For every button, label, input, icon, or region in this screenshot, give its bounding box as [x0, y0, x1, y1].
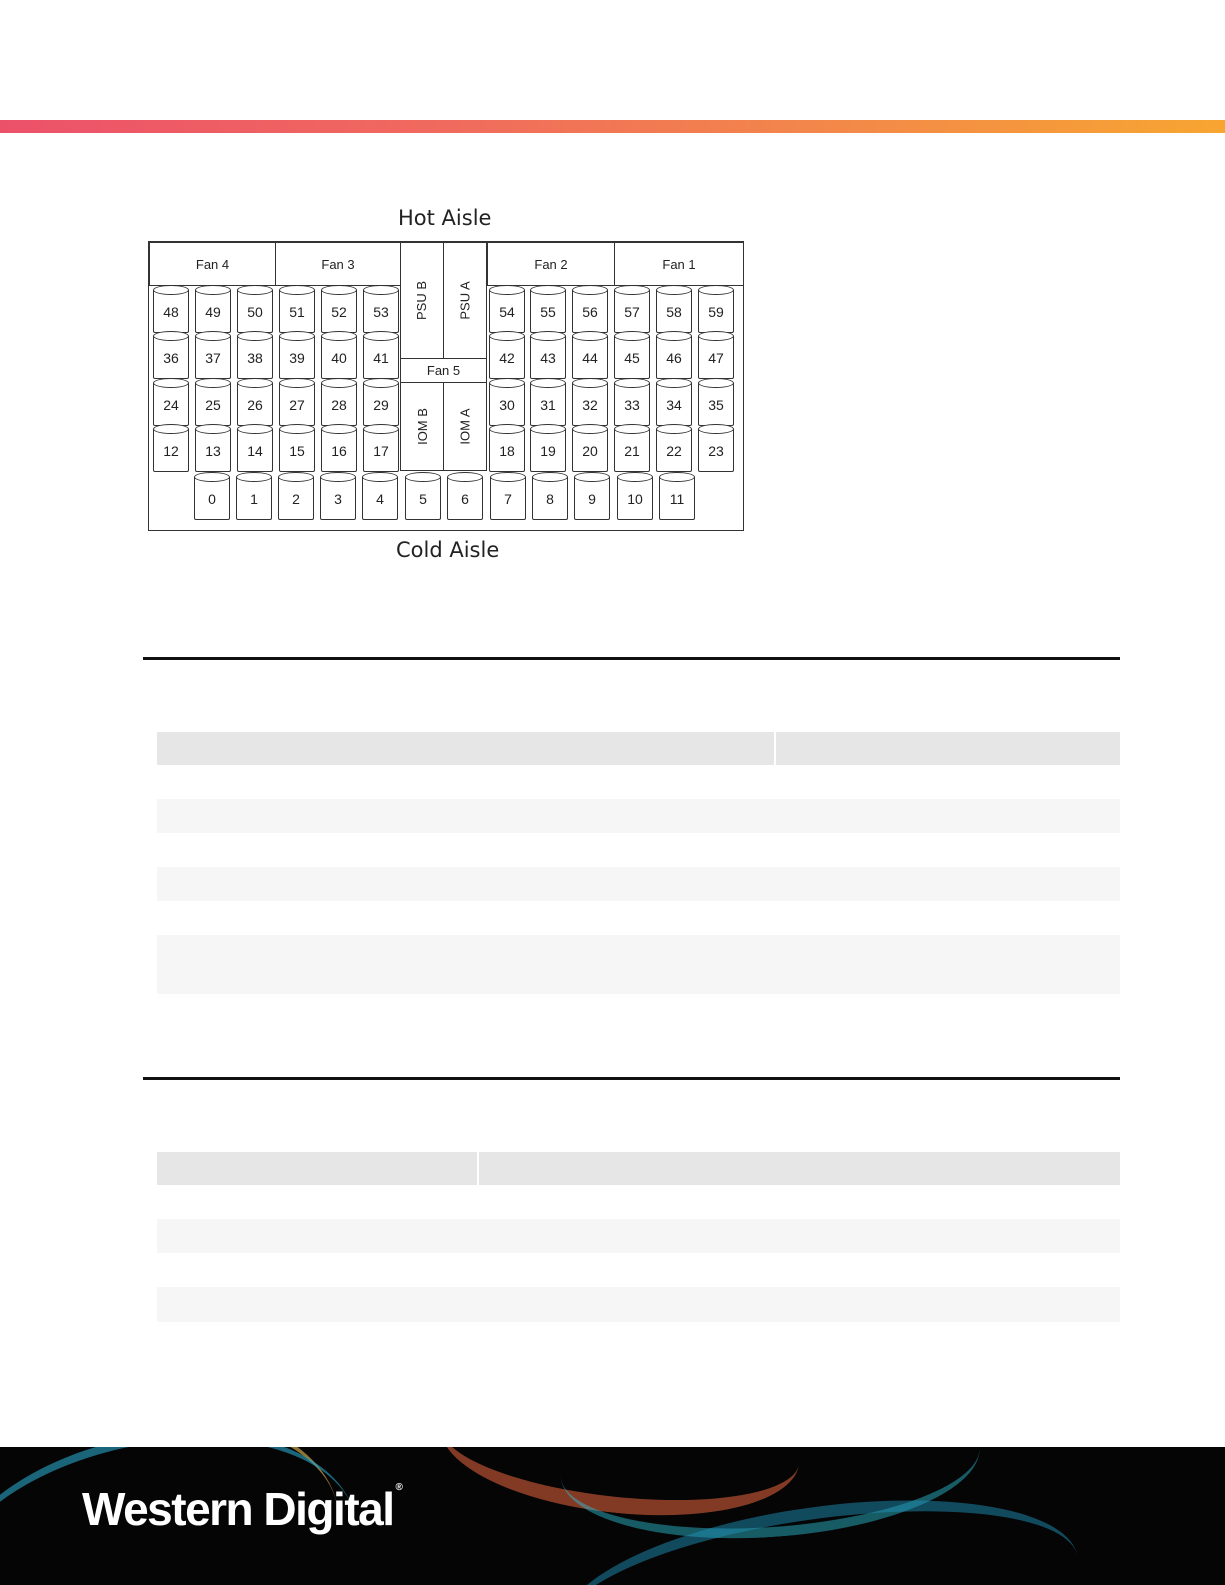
drive-number: 28 — [331, 397, 347, 413]
drive-cap — [574, 472, 610, 482]
drive-bay-57 — [614, 290, 650, 333]
drive-number: 12 — [163, 443, 179, 459]
drive-cap — [363, 331, 399, 341]
drive-cap — [320, 472, 356, 482]
psu-b: PSU B — [400, 242, 444, 359]
fan-3: Fan 3 — [275, 242, 401, 286]
drive-cap — [237, 331, 273, 341]
drive-bay-45 — [614, 336, 650, 379]
drive-bay-7 — [490, 477, 526, 520]
drive-cap — [530, 424, 566, 434]
drive-number: 15 — [289, 443, 305, 459]
drive-number: 20 — [582, 443, 598, 459]
drive-bay-37 — [195, 336, 231, 379]
drive-bay-47 — [698, 336, 734, 379]
drive-number: 21 — [624, 443, 640, 459]
column-separator — [774, 732, 776, 765]
drive-bay-9 — [574, 477, 610, 520]
drive-bay-52 — [321, 290, 357, 333]
drive-number: 7 — [504, 491, 512, 507]
drive-bay-36 — [153, 336, 189, 379]
drive-number: 41 — [373, 350, 389, 366]
drive-cap — [530, 331, 566, 341]
footer-banner — [0, 1447, 1225, 1585]
drive-cap — [362, 472, 398, 482]
drive-number: 43 — [540, 350, 556, 366]
drive-bay-3 — [320, 477, 356, 520]
drive-number: 37 — [205, 350, 221, 366]
table-header-row — [157, 732, 1120, 765]
drive-number: 16 — [331, 443, 347, 459]
drive-cap — [279, 378, 315, 388]
drive-number: 10 — [627, 491, 643, 507]
drive-bay-17 — [363, 429, 399, 472]
drive-bay-25 — [195, 383, 231, 426]
drive-bay-40 — [321, 336, 357, 379]
drive-cap — [194, 472, 230, 482]
table-header-row — [157, 1152, 1120, 1185]
drive-number: 24 — [163, 397, 179, 413]
drive-number: 55 — [540, 304, 556, 320]
drive-number: 38 — [247, 350, 263, 366]
drive-cap — [195, 285, 231, 295]
drive-number: 39 — [289, 350, 305, 366]
drive-bay-4 — [362, 477, 398, 520]
drive-number: 34 — [666, 397, 682, 413]
drive-number: 23 — [708, 443, 724, 459]
drive-number: 0 — [208, 491, 216, 507]
drive-bay-43 — [530, 336, 566, 379]
drive-number: 36 — [163, 350, 179, 366]
drive-number: 9 — [588, 491, 596, 507]
section-divider — [143, 1077, 1120, 1080]
drive-cap — [405, 472, 441, 482]
drive-cap — [489, 331, 525, 341]
drive-number: 40 — [331, 350, 347, 366]
drive-number: 6 — [461, 491, 469, 507]
drive-number: 35 — [708, 397, 724, 413]
drive-number: 19 — [540, 443, 556, 459]
drive-cap — [659, 472, 695, 482]
drive-bay-26 — [237, 383, 273, 426]
drive-bay-16 — [321, 429, 357, 472]
drive-bay-23 — [698, 429, 734, 472]
drive-cap — [572, 424, 608, 434]
drive-cap — [279, 285, 315, 295]
blank-table-1 — [157, 732, 1120, 994]
drive-number: 32 — [582, 397, 598, 413]
drive-bay-22 — [656, 429, 692, 472]
drive-cap — [321, 378, 357, 388]
drive-number: 11 — [669, 491, 685, 507]
table-row — [157, 867, 1120, 901]
drive-bay-15 — [279, 429, 315, 472]
drive-cap — [278, 472, 314, 482]
drive-bay-2 — [278, 477, 314, 520]
drive-cap — [153, 285, 189, 295]
drive-cap — [572, 285, 608, 295]
drive-cap — [572, 378, 608, 388]
drive-number: 14 — [247, 443, 263, 459]
drive-cap — [698, 285, 734, 295]
enclosure-chassis — [148, 241, 744, 531]
enclosure-drive-map — [140, 198, 752, 574]
drive-bay-11 — [659, 477, 695, 520]
drive-cap — [363, 424, 399, 434]
drive-bay-59 — [698, 290, 734, 333]
psu-a: PSU A — [443, 242, 487, 359]
drive-bay-5 — [405, 477, 441, 520]
drive-bay-41 — [363, 336, 399, 379]
drive-cap — [153, 424, 189, 434]
drive-number: 50 — [247, 304, 263, 320]
drive-cap — [363, 285, 399, 295]
drive-cap — [614, 285, 650, 295]
drive-cap — [279, 331, 315, 341]
drive-bay-51 — [279, 290, 315, 333]
table-row — [157, 1219, 1120, 1253]
drive-bay-34 — [656, 383, 692, 426]
drive-cap — [321, 285, 357, 295]
drive-bay-24 — [153, 383, 189, 426]
table-row — [157, 799, 1120, 833]
drive-number: 59 — [708, 304, 724, 320]
drive-cap — [321, 424, 357, 434]
drive-bay-39 — [279, 336, 315, 379]
drive-cap — [698, 378, 734, 388]
drive-number: 53 — [373, 304, 389, 320]
drive-cap — [237, 424, 273, 434]
drive-cap — [530, 285, 566, 295]
drive-bay-21 — [614, 429, 650, 472]
drive-bay-19 — [530, 429, 566, 472]
drive-bay-0 — [194, 477, 230, 520]
drive-bay-49 — [195, 290, 231, 333]
drive-number: 46 — [666, 350, 682, 366]
drive-bay-46 — [656, 336, 692, 379]
drive-number: 3 — [334, 491, 342, 507]
drive-cap — [490, 472, 526, 482]
drive-bay-54 — [489, 290, 525, 333]
drive-cap — [363, 378, 399, 388]
fan-5: Fan 5 — [400, 358, 487, 383]
drive-cap — [195, 424, 231, 434]
drive-number: 33 — [624, 397, 640, 413]
column-separator — [477, 1152, 479, 1185]
drive-number: 4 — [376, 491, 384, 507]
drive-cap — [195, 378, 231, 388]
drive-cap — [489, 424, 525, 434]
drive-number: 5 — [419, 491, 427, 507]
drive-bay-44 — [572, 336, 608, 379]
iom-a: IOM A — [443, 382, 487, 471]
drive-bay-35 — [698, 383, 734, 426]
drive-bay-10 — [617, 477, 653, 520]
drive-number: 44 — [582, 350, 598, 366]
drive-number: 51 — [289, 304, 305, 320]
drive-cap — [532, 472, 568, 482]
drive-bay-14 — [237, 429, 273, 472]
drive-cap — [572, 331, 608, 341]
drive-bay-30 — [489, 383, 525, 426]
drive-cap — [614, 424, 650, 434]
drive-cap — [489, 378, 525, 388]
drive-bay-50 — [237, 290, 273, 333]
drive-cap — [698, 331, 734, 341]
western-digital-logo: Western Digital ® — [82, 1482, 403, 1535]
fan-1: Fan 1 — [614, 242, 744, 286]
drive-bay-31 — [530, 383, 566, 426]
table-row — [157, 1287, 1120, 1322]
drive-bay-27 — [279, 383, 315, 426]
drive-number: 48 — [163, 304, 179, 320]
drive-number: 42 — [499, 350, 515, 366]
drive-number: 56 — [582, 304, 598, 320]
drive-bay-29 — [363, 383, 399, 426]
drive-cap — [236, 472, 272, 482]
drive-cap — [237, 378, 273, 388]
drive-number: 18 — [499, 443, 515, 459]
drive-number: 1 — [250, 491, 258, 507]
drive-number: 30 — [499, 397, 515, 413]
drive-number: 22 — [666, 443, 682, 459]
drive-number: 49 — [205, 304, 221, 320]
drive-bay-38 — [237, 336, 273, 379]
header-accent-bar — [0, 120, 1225, 133]
drive-cap — [153, 378, 189, 388]
drive-number: 26 — [247, 397, 263, 413]
drive-bay-56 — [572, 290, 608, 333]
drive-bay-6 — [447, 477, 483, 520]
drive-cap — [530, 378, 566, 388]
drive-cap — [195, 331, 231, 341]
cold-aisle-label: Cold Aisle — [396, 538, 500, 562]
drive-number: 29 — [373, 397, 389, 413]
drive-cap — [617, 472, 653, 482]
drive-bay-33 — [614, 383, 650, 426]
drive-cap — [279, 424, 315, 434]
drive-cap — [153, 331, 189, 341]
drive-bay-58 — [656, 290, 692, 333]
hot-aisle-label: Hot Aisle — [398, 206, 492, 230]
drive-number: 47 — [708, 350, 724, 366]
drive-number: 13 — [205, 443, 221, 459]
drive-cap — [447, 472, 483, 482]
drive-number: 58 — [666, 304, 682, 320]
iom-b: IOM B — [400, 382, 444, 471]
drive-bay-55 — [530, 290, 566, 333]
drive-cap — [614, 331, 650, 341]
drive-bay-20 — [572, 429, 608, 472]
fan-2: Fan 2 — [487, 242, 615, 286]
drive-bay-12 — [153, 429, 189, 472]
drive-bay-42 — [489, 336, 525, 379]
drive-cap — [614, 378, 650, 388]
blank-table-2 — [157, 1152, 1120, 1322]
drive-cap — [321, 331, 357, 341]
drive-number: 31 — [540, 397, 556, 413]
drive-cap — [489, 285, 525, 295]
fan-4: Fan 4 — [149, 242, 276, 286]
drive-cap — [698, 424, 734, 434]
drive-bay-8 — [532, 477, 568, 520]
drive-number: 27 — [289, 397, 305, 413]
drive-cap — [656, 285, 692, 295]
section-divider — [143, 657, 1120, 660]
drive-bay-13 — [195, 429, 231, 472]
drive-cap — [656, 331, 692, 341]
drive-bay-32 — [572, 383, 608, 426]
drive-number: 52 — [331, 304, 347, 320]
drive-number: 54 — [499, 304, 515, 320]
drive-bay-53 — [363, 290, 399, 333]
drive-number: 45 — [624, 350, 640, 366]
drive-number: 57 — [624, 304, 640, 320]
drive-cap — [656, 424, 692, 434]
drive-number: 8 — [546, 491, 554, 507]
drive-cap — [656, 378, 692, 388]
drive-bay-1 — [236, 477, 272, 520]
drive-cap — [237, 285, 273, 295]
drive-number: 25 — [205, 397, 221, 413]
drive-bay-48 — [153, 290, 189, 333]
drive-bay-18 — [489, 429, 525, 472]
table-row — [157, 935, 1120, 994]
drive-number: 17 — [373, 443, 389, 459]
drive-bay-28 — [321, 383, 357, 426]
drive-number: 2 — [292, 491, 300, 507]
